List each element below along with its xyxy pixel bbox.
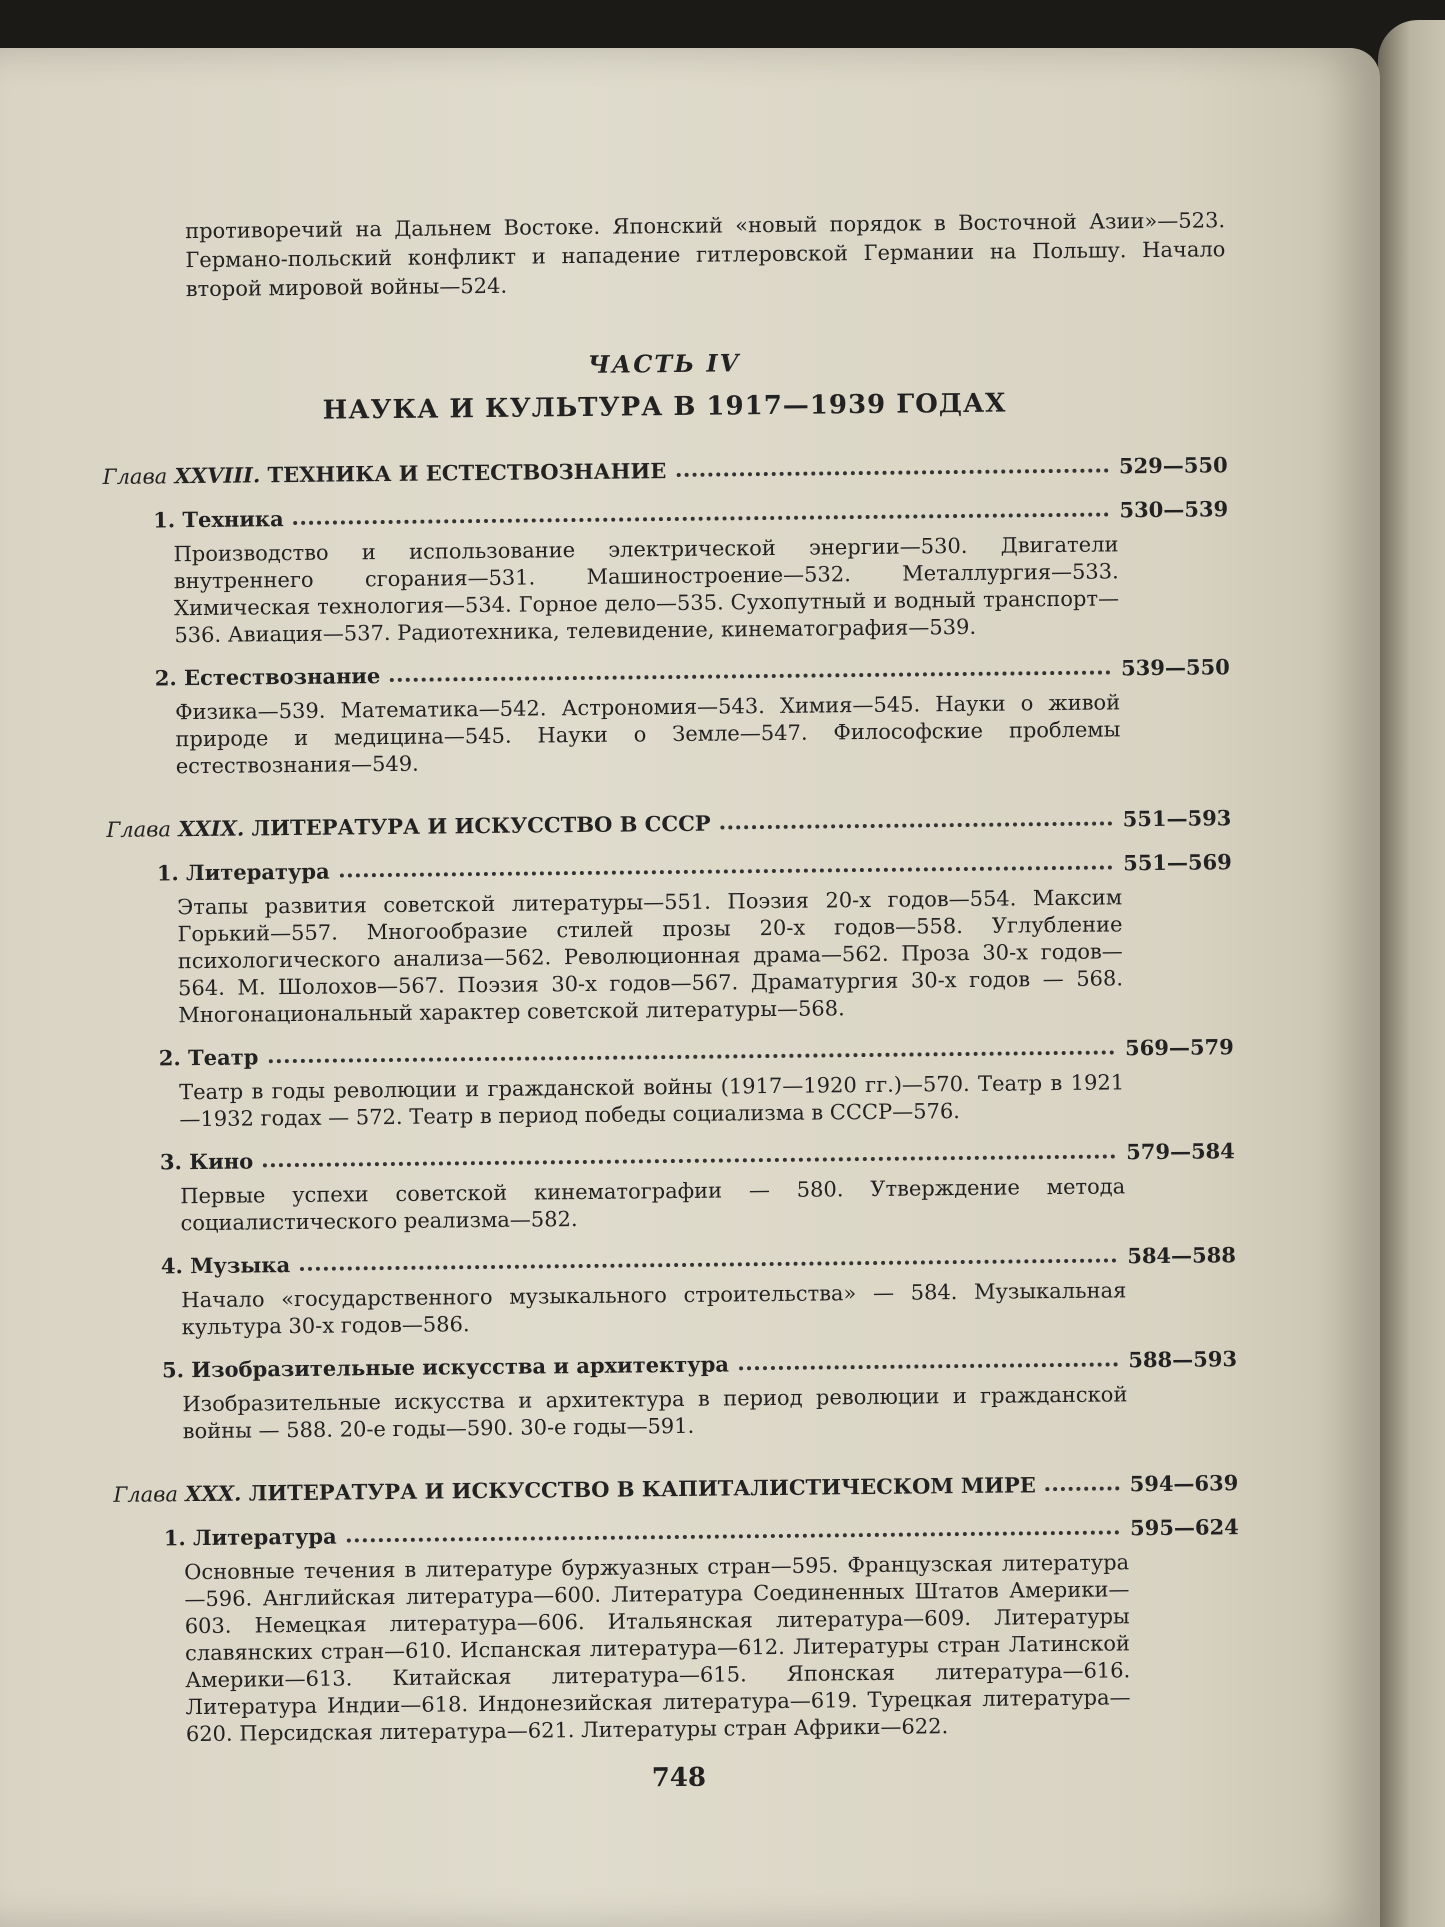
section-pages: 588—593 [1128, 1346, 1238, 1373]
chapter-number: XXIX. [178, 815, 245, 842]
section-heading [162, 1344, 1237, 1385]
section-description: Производство и использование электрической энергии—530. Двигатели внутреннего сгорания—531. Машиностроение—532. Металлургия—533. Химическая технология—534. Горное дело—535. Сухопутный и водный транспорт—536. Авиация—537. Радиотехника, телевидение, кинематография—539. [173, 532, 1120, 648]
section-description: Физика—539. Математика—542. Астрономия—543. Химия—545. Науки о живой природе и медицина—545. Науки о Земле—547. Философские проблемы естествознания—549. [175, 690, 1121, 779]
section-description: Первые успехи советской кинематографии — 580. Утверждение метода социалистического реализма—582. [180, 1174, 1126, 1236]
chapter-number: XXVIII. [174, 462, 261, 489]
toc-content [100, 206, 1241, 1799]
section-pages: 584—588 [1127, 1242, 1237, 1269]
section-description: Начало «государственного музыкального строительства» — 584. Музыкальная культура 30-х годов—586. [181, 1278, 1127, 1340]
chapter-number: XXX. [185, 1480, 242, 1507]
chapter-title: ЛИТЕРАТУРА И ИСКУССТВО В КАПИТАЛИСТИЧЕСКОМ МИРЕ [248, 1472, 1036, 1506]
facing-page-edge [1378, 20, 1445, 1927]
section-description: Театр в годы революции и гражданской войны (1917—1920 гг.)—570. Театр в 1921—1932 годах — 572. Театр в период победы социализма в СССР—576. [179, 1070, 1125, 1132]
section-description: Этапы развития советской литературы—551. Поэзия 20-х годов—554. Максим Горький—557. Многообразие стилей прозы 20-х годов—558. Углубление психологического анализа—562. Революционная драма—562. Проза 30-х годов—564. М. Шолохов—567. Поэзия 30-х годов—567. Драматургия 30-х годов — 568. Многонациональный характер советской литературы—568. [177, 885, 1124, 1028]
section-entry [105, 652, 1231, 781]
chapter-label: Глава [102, 464, 168, 489]
section-heading [164, 1512, 1239, 1553]
leader-dots [721, 821, 1113, 829]
book-page [0, 48, 1380, 1927]
part-label: ЧАСТЬ IV [587, 348, 741, 379]
section-pages: 579—584 [1126, 1138, 1235, 1165]
chapter-pages: 551—593 [1122, 805, 1232, 832]
chapter-heading [113, 1468, 1238, 1510]
leader-dots [268, 1050, 1115, 1063]
section-entry [110, 1136, 1236, 1238]
section-entry [107, 847, 1234, 1030]
section-entry [103, 494, 1229, 650]
leader-dots [263, 1154, 1116, 1167]
chapter-title: ЛИТЕРАТУРА И ИСКУССТВО В СССР [251, 810, 711, 841]
part-title: НАУКА И КУЛЬТУРА В 1917—1939 ГОДАХ [322, 388, 1007, 426]
section-title: 5. Изобразительные искусства и архитектура [161, 1351, 730, 1383]
section-title: 4. Музыка [160, 1252, 291, 1279]
section-pages: 539—550 [1120, 654, 1230, 681]
leader-dots [390, 670, 1111, 682]
section-pages: 551—569 [1123, 849, 1232, 876]
section-description: Основные течения в литературе буржуазных стран—595. Французская литература—596. Английская литература—600. Литература Соединенных Штатов Америки—603. Немецкая литература—606. Итальянская литература—609. Литературы славянских стран—610. Испанская литература—612. Литературы стран Латинской Америки—613. Китайская литература—615. Японская литература—616. Литература Индии—618. Индонезийская литература—619. Турецкая литература—620. Персидская литература—621. Литературы стран Африки—622. [184, 1550, 1131, 1747]
chapter-title: ТЕХНИКА И ЕСТЕСТВОЗНАНИЕ [267, 458, 667, 488]
section-entry [109, 1032, 1235, 1134]
section-entry [111, 1240, 1237, 1342]
section-title: 1. Литература [163, 1523, 337, 1551]
section-title: 2. Естествознание [154, 663, 381, 691]
leader-dots [1046, 1486, 1120, 1491]
leader-dots [340, 865, 1114, 877]
chapter-pages: 594—639 [1129, 1470, 1239, 1497]
section-heading [155, 652, 1230, 693]
section-heading [161, 1240, 1236, 1281]
leader-dots [347, 1530, 1121, 1542]
section-title: 1. Литература [156, 858, 330, 886]
intro-paragraph: противоречий на Дальнем Востоке. Японский «новый порядок в Восточной Азии»—523. Германо-польский конфликт и нападение гитлеровской Германии на Польшу. Начало второй мировой войны—524. [185, 208, 1226, 302]
section-entry [112, 1344, 1238, 1446]
section-pages: 595—624 [1129, 1514, 1239, 1541]
chapter-heading [103, 450, 1228, 492]
section-title: 1. Техника [153, 506, 284, 533]
leader-dots [294, 512, 1110, 525]
chapter-pages: 529—550 [1118, 452, 1228, 479]
section-heading [157, 847, 1232, 888]
section-heading [160, 1136, 1235, 1177]
section-title: 2. Театр [158, 1044, 259, 1071]
section-heading [159, 1032, 1234, 1073]
section-title: 3. Кино [159, 1148, 254, 1175]
chapter-heading [106, 803, 1231, 845]
section-heading [153, 494, 1228, 535]
leader-dots [739, 1362, 1118, 1370]
chapter-label: Глава [106, 817, 172, 842]
page-number: 748 [651, 1762, 707, 1794]
section-pages: 530—539 [1119, 496, 1229, 523]
section-description: Изобразительные искусства и архитектура в период революции и гражданской войны — 588. 20-е годы—590. 30-е годы—591. [182, 1382, 1128, 1444]
leader-dots [676, 468, 1109, 477]
section-entry [114, 1512, 1241, 1749]
leader-dots [300, 1258, 1117, 1271]
section-pages: 569—579 [1124, 1034, 1234, 1061]
chapter-label: Глава [113, 1482, 179, 1507]
